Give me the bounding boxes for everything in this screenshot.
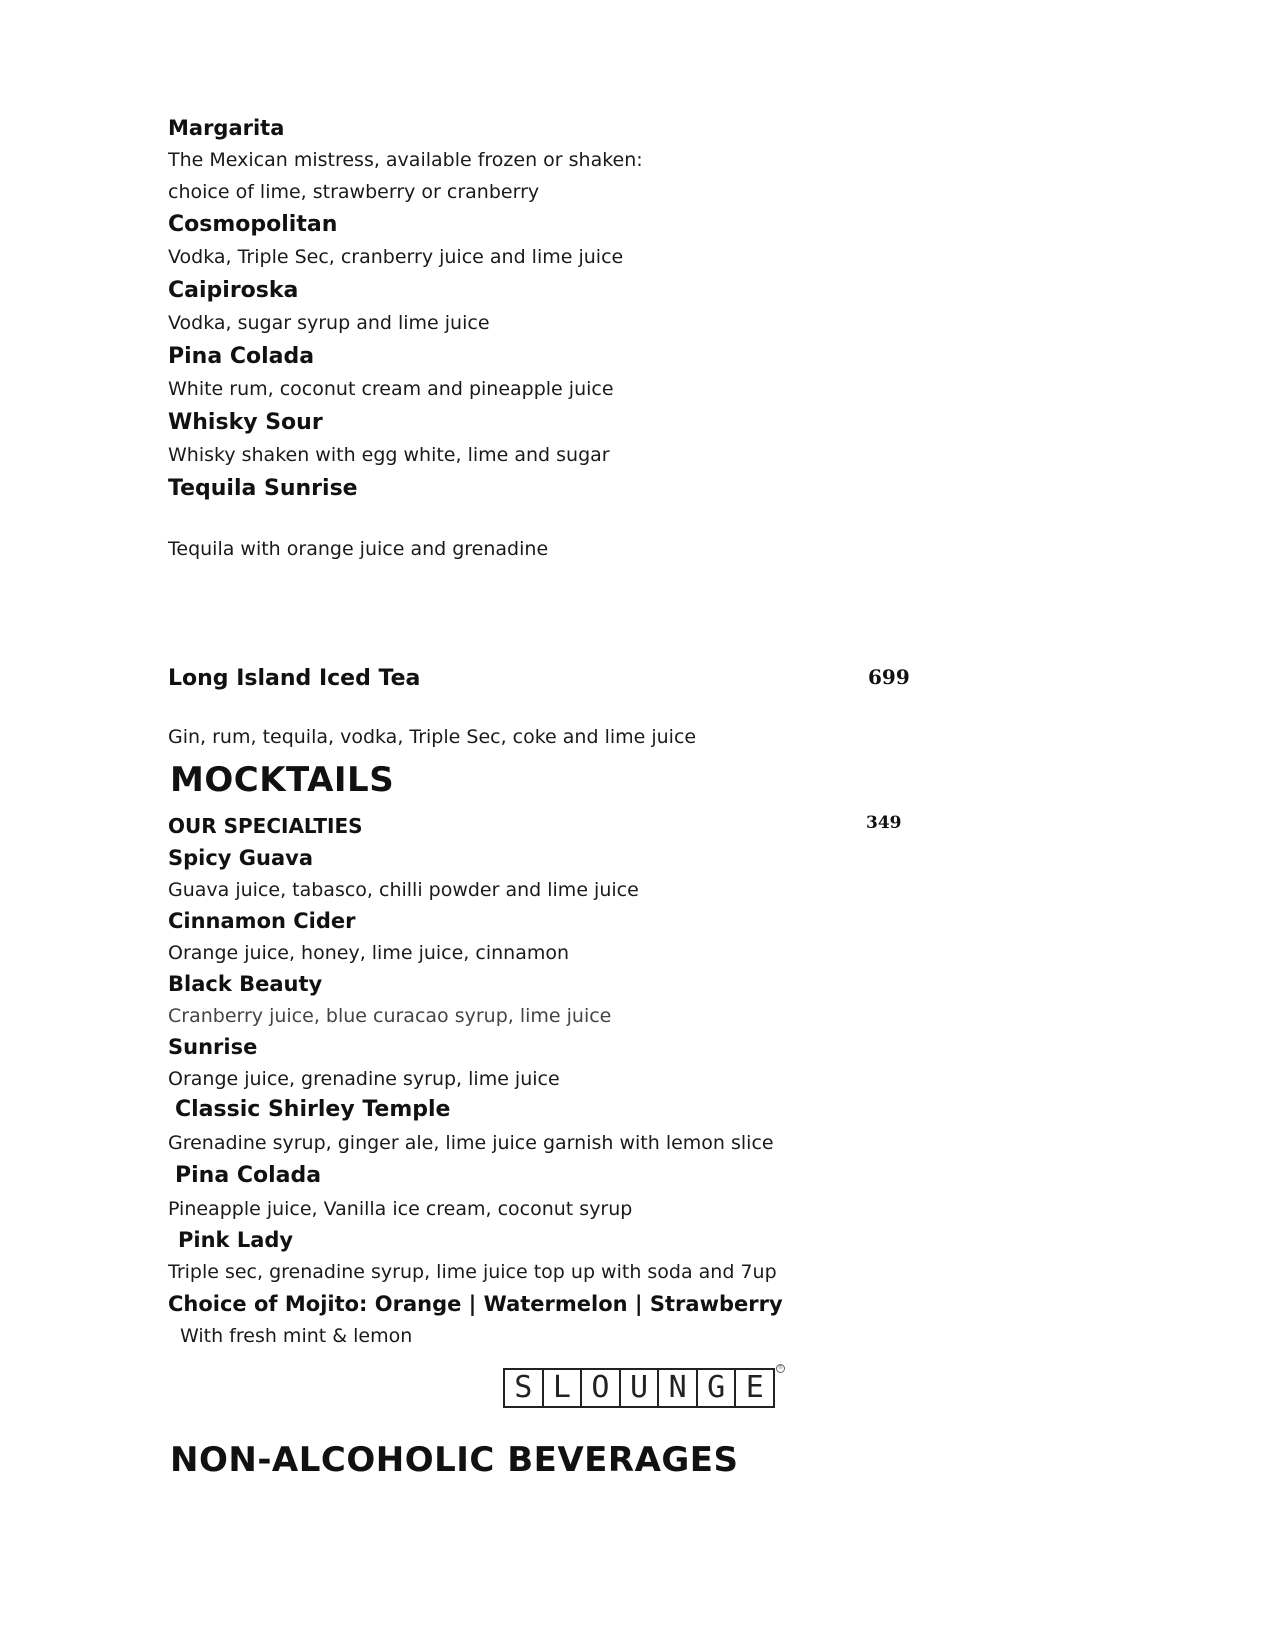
non-alcoholic-heading: NON-ALCOHOLIC BEVERAGES [170,1440,739,1480]
cocktail-name-whisky-sour: Whisky Sour [168,410,323,435]
long-island-desc: Gin, rum, tequila, vodka, Triple Sec, coke and lime juice [168,726,697,748]
mocktail-desc-spicy-guava: Guava juice, tabasco, chilli powder and lime juice [168,879,639,901]
slounge-logo [503,1368,775,1408]
cocktail-name-pina-colada: Pina Colada [168,344,315,369]
logo-letter: S [505,1370,544,1406]
cocktail-desc-whisky-sour: Whisky shaken with egg white, lime and sugar [168,444,610,466]
logo-letter: L [544,1370,583,1406]
logo-letter: E [745,1370,764,1405]
mocktail-name-mojito: Choice of Mojito: Orange | Watermelon | Strawberry [168,1292,783,1316]
mocktail-desc-shirley-temple: Grenadine syrup, ginger ale, lime juice garnish with lemon slice [168,1132,774,1154]
mocktail-desc-cinnamon-cider: Orange juice, honey, lime juice, cinnamon [168,942,570,964]
cocktail-desc-caipiroska: Vodka, sugar syrup and lime juice [168,312,490,334]
mocktail-desc-mojito: With fresh mint & lemon [180,1325,413,1347]
logo-letter: N [659,1370,698,1406]
logo-letter: O [582,1370,621,1406]
cocktail-desc-pina-colada: White rum, coconut cream and pineapple juice [168,378,614,400]
logo-letter: G [698,1370,737,1406]
long-island-price: 699 [868,665,910,689]
cocktail-desc-tequila-sunrise: Tequila with orange juice and grenadine [168,538,549,560]
mocktail-desc-black-beauty: Cranberry juice, blue curacao syrup, lime juice [168,1005,612,1027]
mocktail-desc-pink-lady: Triple sec, grenadine syrup, lime juice top up with soda and 7up [168,1261,777,1283]
mocktails-heading: MOCKTAILS [170,760,395,800]
mocktails-subheading: OUR SPECIALTIES [168,814,363,838]
cocktail-desc-margarita-line2: choice of lime, strawberry or cranberry [168,181,540,203]
cocktail-name-tequila-sunrise: Tequila Sunrise [168,476,358,501]
cocktail-name-margarita: Margarita [168,116,285,140]
mocktail-name-black-beauty: Black Beauty [168,972,323,996]
mocktail-name-pink-lady: Pink Lady [178,1228,294,1252]
mocktail-name-spicy-guava: Spicy Guava [168,846,314,870]
mocktail-desc-sunrise: Orange juice, grenadine syrup, lime juice [168,1068,560,1090]
mocktail-desc-pina-colada: Pineapple juice, Vanilla ice cream, coconut syrup [168,1198,633,1220]
mocktail-name-cinnamon-cider: Cinnamon Cider [168,909,356,933]
logo-letter: U [621,1370,660,1406]
mocktail-name-pina-colada: Pina Colada [175,1163,322,1188]
registered-mark-icon: ® [778,1365,783,1371]
mocktails-price: 349 [866,813,902,833]
mocktail-name-sunrise: Sunrise [168,1035,258,1059]
cocktail-desc-margarita-line1: The Mexican mistress, available frozen or shaken: [168,149,643,171]
cocktail-name-caipiroska: Caipiroska [168,278,299,303]
long-island-name: Long Island Iced Tea [168,666,421,691]
cocktail-desc-cosmopolitan: Vodka, Triple Sec, cranberry juice and lime juice [168,246,624,268]
mocktail-name-shirley-temple: Classic Shirley Temple [175,1097,451,1122]
cocktail-name-cosmopolitan: Cosmopolitan [168,212,338,237]
